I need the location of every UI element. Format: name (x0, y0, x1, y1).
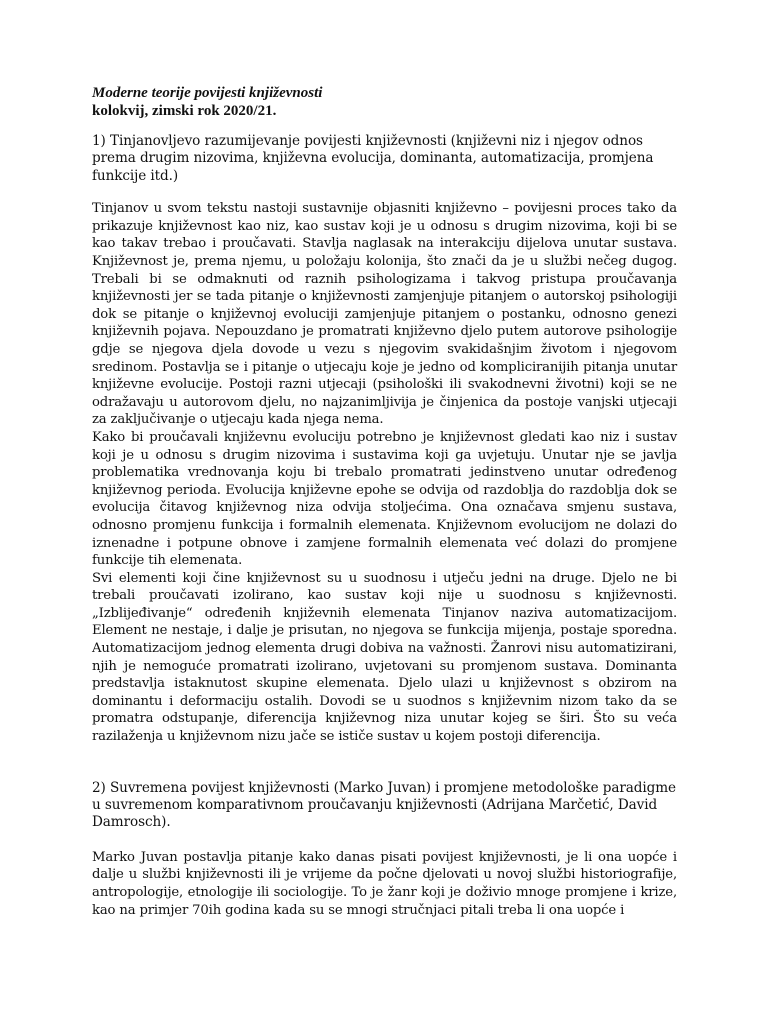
question-2-prompt: 2) Suvremena povijest književnosti (Marko Juvan) i promjene metodološke paradigme u suvremenom komparativnom proučavanju književnosti (Adrijana Marčetić, David Damrosch). (92, 779, 676, 831)
answer-1-paragraph-3: Svi elementi koji čine književnost su u suodnosu i utječu jedni na druge. Djelo ne bi trebali proučavati izolirano, kao sustav koji nije u suodnosu s književnosti. „Izblijeđivanje“ određenih književnih elemenata Tinjanov naziva automatizacijom. Element ne nestaje, i dalje je prisutan, no njegova se funkcija mijenja, postaje sporedna. Automatizacijom jednog elementa drugi dobiva na važnosti. Žanrovi nisu automatizirani, njih je nemoguće promatrati izolirano, uvjetovani su promjenom sustava. Dominanta predstavlja istaknutost skupine elemenata. Djelo ulazi u književnost s obzirom na dominantu i deformaciju ostalih. Dovodi se u suodnos s književnim nizom tako da se promatra odstupanje, diferencija književnog niza unutar kojeg se širi. Što su veća razilaženja u književnom nizu jače se ističe sustav u kojem postoji diferencija. (92, 570, 677, 745)
section-spacer (92, 746, 677, 780)
answer-1-paragraph-2: Kako bi proučavali književnu evoluciju potrebno je književnost gledati kao niz i sustav koji je u odnosu s drugim nizovima i sustavima koji ga uvjetuju. Unutar nje se javlja problematika vrednovanja koju bi trebalo promatrati jedinstveno unutar određenog književnog perioda. Evolucija književne epohe se odvija od razdoblja do razdoblja dok se evolucija čitavog književnog niza odvija stoljećima. Ona označava smjenu sustava, odnosno promjenu funkcija i formalnih elemenata. Književnom evolucijom ne dolazi do iznenadne i potpune obnove i zamjene formalnih elemenata već dolazi do promjene funkcije tih elemenata. (92, 429, 677, 569)
exam-info: kolokvij, zimski rok 2020/21. (92, 103, 277, 119)
course-title: Moderne teorije povijesti književnosti (92, 85, 323, 101)
question-1-prompt: 1) Tinjanovljevo razumijevanje povijesti književnosti (književni niz i njegov odnos prema drugim nizovima, književna evolucija, dominanta, automatizacija, promjena funkcije itd.) (92, 133, 654, 184)
answer-2-paragraph-1: Marko Juvan postavlja pitanje kako danas pisati povijest književnosti, je li ona uopće i dalje u službi književnosti ili je vrijeme da počne djelovati u novoj službi historiografije, antropologije, etnologije ili sociologije. To je žanr koji je doživio mnoge promjene i krize, kao na primjer 70ih godina kada su se mnogi stručnjaci pitali treba li ona uopće i (92, 849, 677, 918)
document-page (92, 84, 677, 919)
answer-1-paragraph-1: Tinjanov u svom tekstu nastoji sustavnije objasniti književno – povijesni proces tako da prikazuje književnost kao niz, kao sustav koji je u odnosu s drugim nizovima, koji bi se kao takav trebao i proučavati. Stavlja naglasak na interakciju dijelova unutar sustava. Književnost je, prema njemu, u položaju kolonija, što znači da je u službi nečeg dugog. Trebali bi se odmaknuti od raznih psihologizama i takvog pristupa proučavanja književnosti jer se tada pitanje o književnosti zamjenjuje pitanjem o autorskoj psihologiji dok se pitanje o književnoj evoluciji zamjenjuje pitanjem o postanku, odnosno genezi književnih pojava. Nepouzdano je promatrati književno djelo putem autorove psihologije gdje se njegova djela dovode u vezu s njegovim svakidašnjim životom i njegovom sredinom. Postavlja se i pitanje o utjecaju koje je jedno od kompliciranijih pitanja unutar književne evolucije. Postoji razni utjecaji (psihološki ili svakodnevni životni) koji se ne odražavaju u autorovom djelu, no najzanimljivija je činjenica da postoje vanjski utjecaji za zaključivanje o utjecaju kada njega nema. (92, 201, 677, 428)
